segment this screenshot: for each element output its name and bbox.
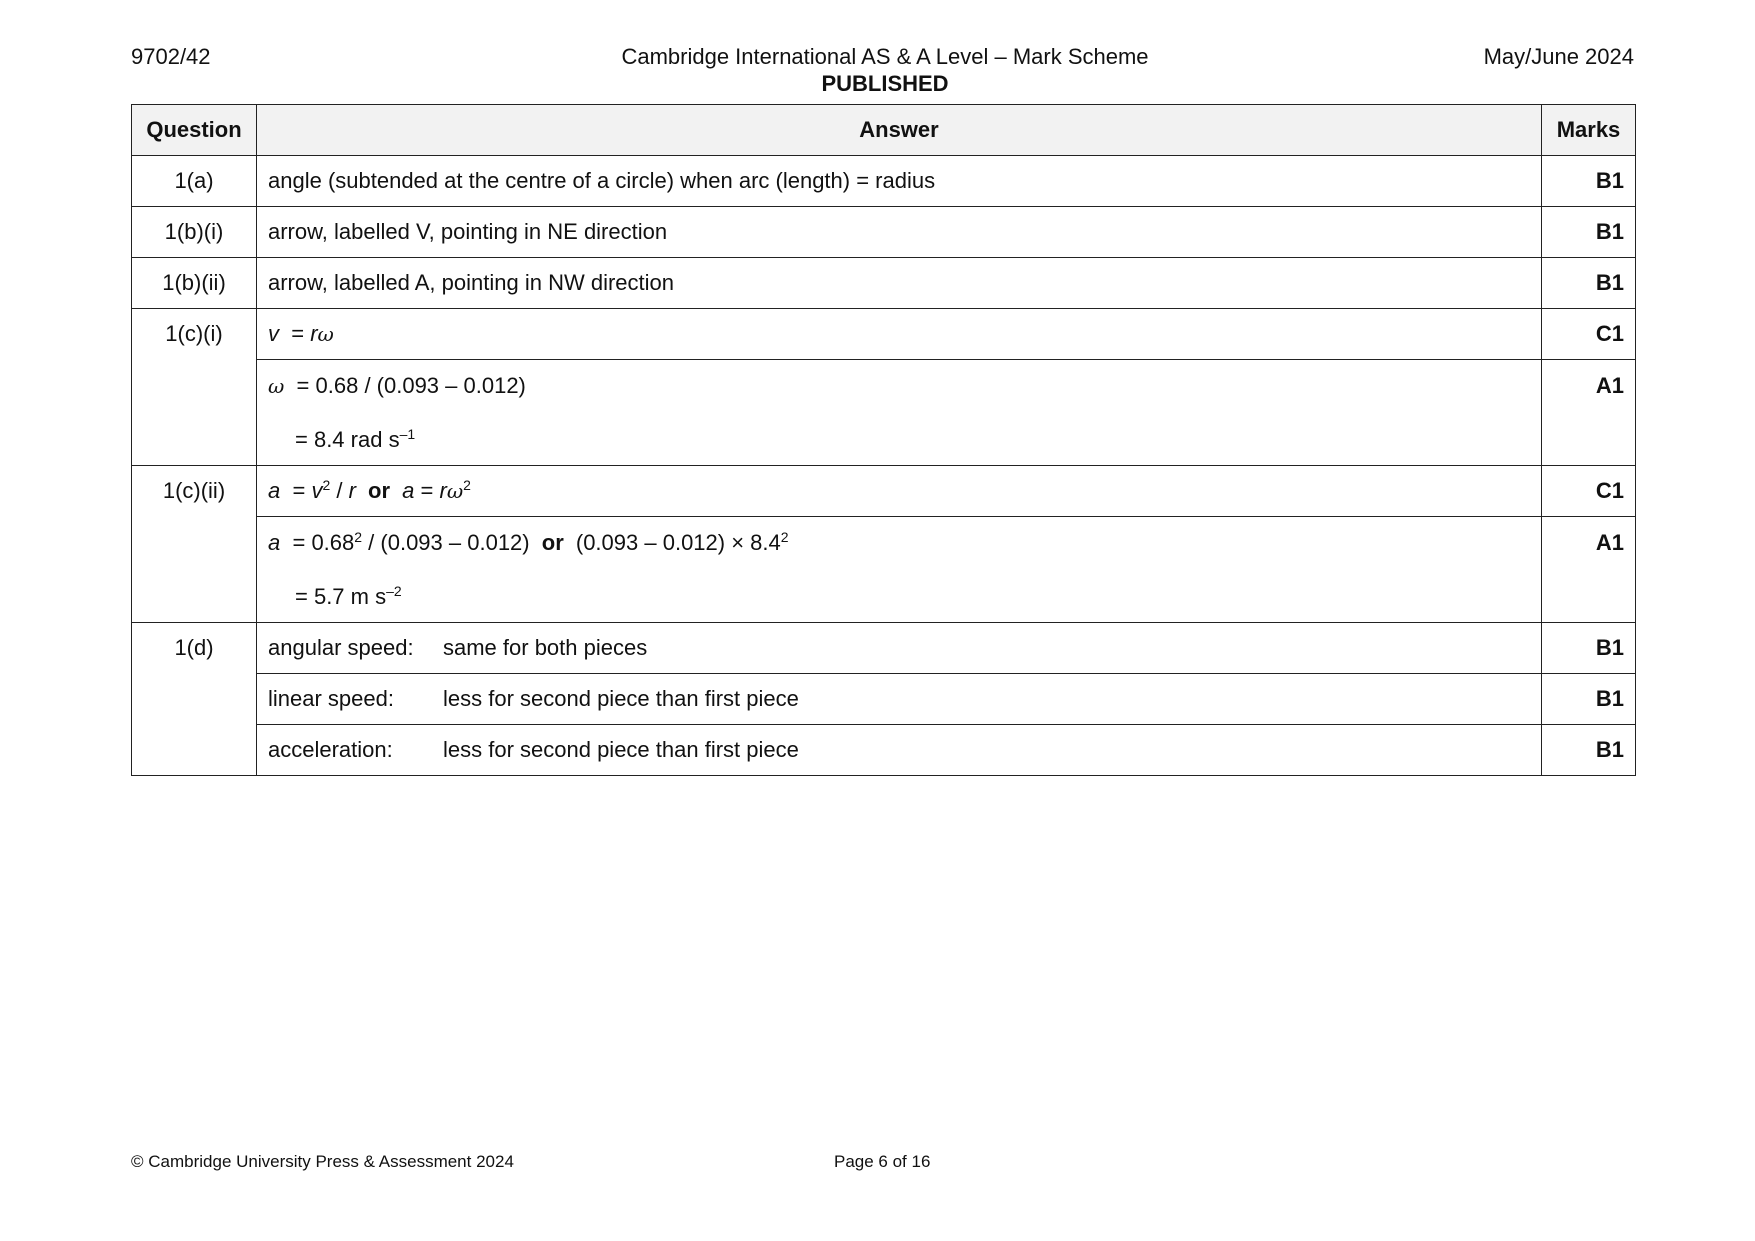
answer-cell [257, 674, 1542, 725]
answer-term: angular speed: [268, 635, 414, 660]
mark-cell: A1 [1542, 517, 1636, 623]
result-line [268, 427, 1530, 453]
exponent: 2 [463, 477, 471, 493]
var-r: r [310, 321, 318, 346]
var-a: a [268, 530, 281, 555]
table-row [132, 517, 1636, 623]
exponent: 2 [322, 477, 331, 493]
var-a: a [268, 478, 281, 503]
answer-cell [257, 623, 1542, 674]
copyright-notice: © Cambridge University Press & Assessment 2024 [131, 1152, 514, 1171]
omega-symbol: ω [446, 479, 464, 503]
answer-cell: arrow, labelled A, pointing in NW direction [257, 258, 1542, 309]
table-row [132, 623, 1636, 674]
var-r: r [439, 478, 447, 503]
calculation: = 0.68 / (0.093 – 0.012) [296, 373, 526, 398]
answer-term: linear speed: [268, 686, 394, 711]
answer-header: Answer [257, 105, 1542, 156]
result-exponent: –1 [399, 426, 416, 442]
question-label: 1(c)(i) [132, 309, 257, 466]
answer-cell [257, 517, 1542, 623]
marks-header: Marks [1542, 105, 1636, 156]
answer-cell: angle (subtended at the centre of a circle) when arc (length) = radius [257, 156, 1542, 207]
mark-cell: C1 [1542, 466, 1636, 517]
equals: = [292, 478, 312, 503]
mark-cell: B1 [1542, 207, 1636, 258]
table-row [132, 156, 1636, 207]
table-row [132, 309, 1636, 360]
exponent: 2 [780, 529, 789, 545]
table-row [132, 725, 1636, 776]
equals: = [291, 321, 311, 346]
answer-cell [257, 309, 1542, 360]
answer-desc: less for second piece than first piece [443, 737, 799, 762]
table-row [132, 360, 1636, 466]
mark-cell: B1 [1542, 258, 1636, 309]
mark-cell: B1 [1542, 725, 1636, 776]
question-label: 1(b)(i) [132, 207, 257, 258]
exam-session: May/June 2024 [1483, 44, 1634, 69]
mark-cell: C1 [1542, 309, 1636, 360]
published-label: PUBLISHED [821, 71, 949, 96]
mark-cell: B1 [1542, 623, 1636, 674]
result-exponent: –2 [386, 583, 402, 599]
result-value: = 5.7 m s [295, 584, 387, 609]
mark-cell: B1 [1542, 156, 1636, 207]
var-a: a [402, 478, 415, 503]
or-connector: or [368, 478, 391, 503]
var-v: v [268, 321, 279, 346]
var-r: r [348, 478, 356, 503]
mark-cell: B1 [1542, 674, 1636, 725]
var-v: v [311, 478, 323, 503]
calculation-alt: (0.093 – 0.012) × 8.4 [575, 530, 781, 555]
calculation-cont: / (0.093 – 0.012) [362, 530, 530, 555]
exponent: 2 [354, 529, 363, 545]
table-header-row [132, 105, 1636, 156]
title-text: Cambridge International AS & A Level – Mark Scheme [621, 44, 1149, 69]
table-row [132, 674, 1636, 725]
result-value: = 8.4 rad s [295, 427, 400, 452]
question-label: 1(c)(ii) [132, 466, 257, 623]
or-connector: or [541, 530, 564, 555]
result-line [268, 584, 1530, 610]
question-label: 1(b)(ii) [132, 258, 257, 309]
answer-cell [257, 360, 1542, 466]
answer-term: acceleration: [268, 737, 393, 762]
divide: / [330, 478, 349, 503]
table-row [132, 466, 1636, 517]
table-row [132, 258, 1636, 309]
calculation: = 0.68 [292, 530, 355, 555]
answer-cell [257, 466, 1542, 517]
answer-desc: less for second piece than first piece [443, 686, 799, 711]
question-header: Question [132, 105, 257, 156]
question-label: 1(a) [132, 156, 257, 207]
question-label: 1(d) [132, 623, 257, 776]
table-row [132, 207, 1636, 258]
equals: = [414, 478, 440, 503]
omega-symbol: ω [317, 322, 334, 346]
mark-cell: A1 [1542, 360, 1636, 466]
answer-cell: arrow, labelled V, pointing in NE direction [257, 207, 1542, 258]
answer-desc: same for both pieces [443, 635, 648, 660]
paper-code: 9702/42 [131, 44, 211, 69]
mark-scheme-table [131, 104, 1636, 776]
answer-cell [257, 725, 1542, 776]
omega-symbol: ω [268, 374, 285, 398]
page-number: Page 6 of 16 [834, 1152, 931, 1171]
